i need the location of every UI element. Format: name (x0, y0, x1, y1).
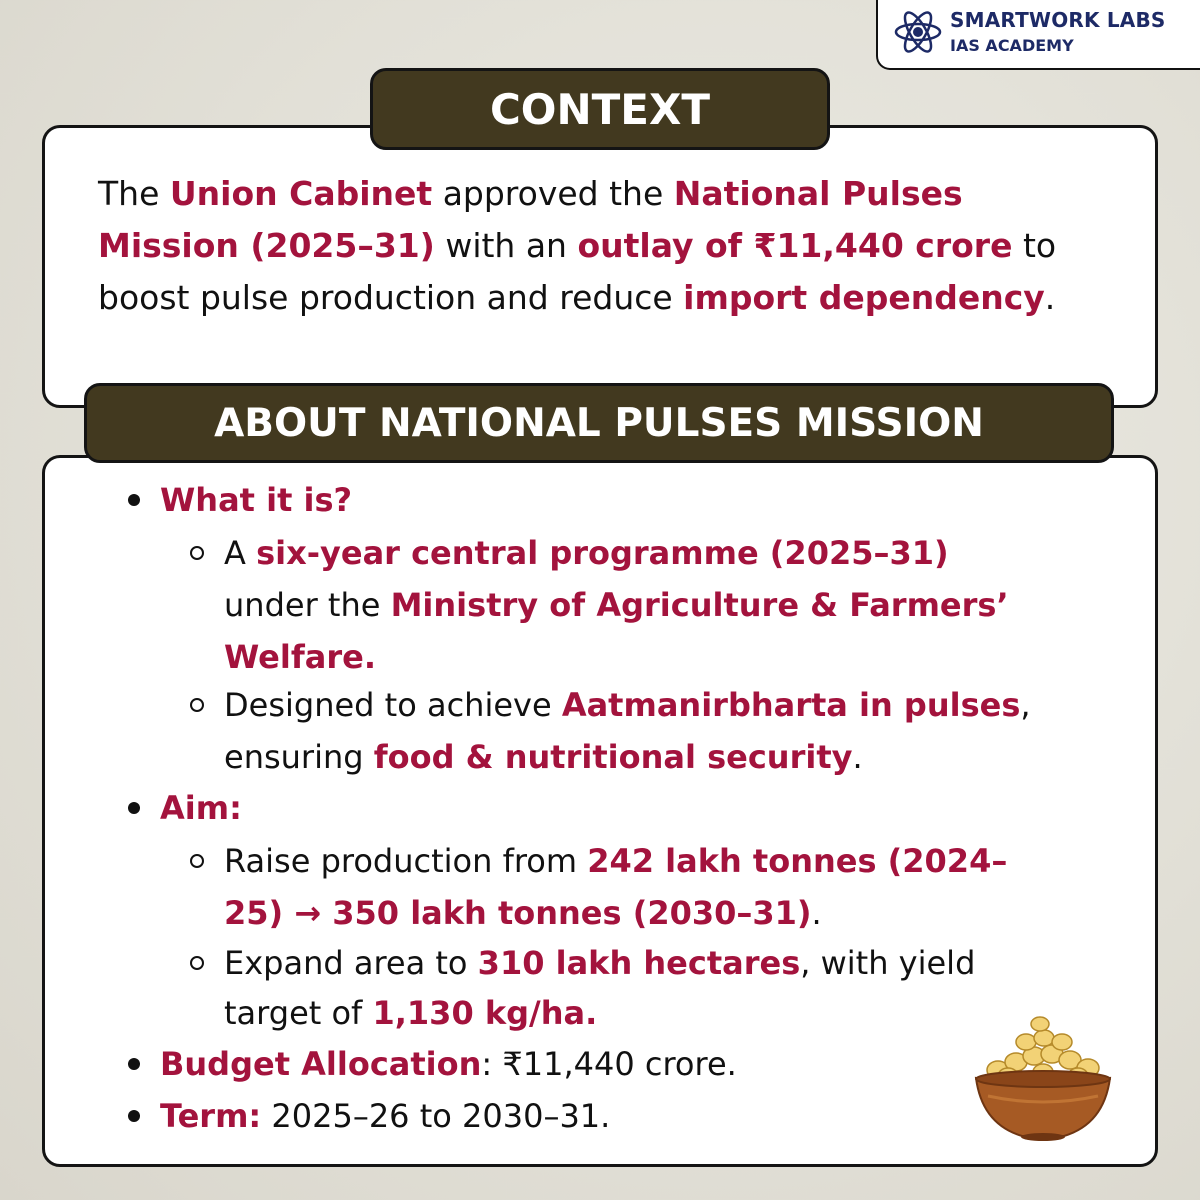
brand-name: SMARTWORK LABS (950, 8, 1166, 32)
bullet-icon (128, 1058, 140, 1070)
list-value: : ₹11,440 crore. (481, 1045, 737, 1083)
sub-bullet-icon (190, 854, 204, 868)
sub-item-text: Designed to achieve (224, 686, 562, 724)
bowl-of-pulses-icon (968, 1012, 1118, 1142)
bullet-icon (128, 802, 140, 814)
sub-item-line (224, 527, 949, 579)
sub-item-highlight: 242 lakh tonnes (2024– (587, 842, 1008, 880)
context-text: to boost pulse production and reduce (98, 226, 1057, 317)
sub-item-line (224, 731, 863, 783)
sub-item-highlight: six-year central programme (2025–31) (256, 534, 949, 572)
context-text: approved the (432, 174, 674, 213)
list-label: Term: (160, 1097, 262, 1135)
sub-item-text: . (852, 738, 863, 776)
sub-item-line (224, 579, 1009, 631)
sub-item-line (224, 631, 376, 683)
context-highlight: Union Cabinet (169, 174, 433, 213)
sub-item-text: , with yield (800, 944, 976, 982)
sub-item-text: . (811, 894, 822, 932)
sub-item-line (224, 987, 597, 1039)
list-item-what (160, 474, 352, 526)
bullet-icon (128, 494, 140, 506)
sub-bullet-icon (190, 956, 204, 970)
sub-item-highlight: 1,130 kg/ha. (372, 994, 598, 1032)
list-item-aim (160, 782, 242, 834)
context-highlight: National Pulses Mission (2025–31) (98, 174, 963, 265)
context-heading: CONTEXT (370, 68, 830, 150)
sub-item-highlight: 25) → 350 lakh tonnes (2030–31) (224, 894, 812, 932)
sub-item-highlight: Welfare. (224, 638, 376, 676)
sub-item-line (224, 679, 1031, 731)
sub-bullet-icon (190, 546, 204, 560)
context-highlight: outlay of ₹11,440 crore (577, 226, 1013, 265)
brand-badge (876, 0, 1200, 70)
sub-item-text: under the (224, 586, 391, 624)
list-label: Aim: (160, 789, 242, 827)
sub-item-text: Expand area to (224, 944, 478, 982)
sub-item-line (224, 887, 822, 939)
list-item-term (160, 1090, 610, 1142)
sub-bullet-icon (190, 698, 204, 712)
sub-item-text: target of (224, 994, 373, 1032)
sub-item-text: , (1020, 686, 1031, 724)
bullet-icon (128, 1110, 140, 1122)
sub-item-highlight: 310 lakh hectares (477, 944, 801, 982)
context-paragraph (98, 168, 1088, 324)
sub-item-line (224, 937, 975, 989)
sub-item-highlight: Ministry of Agriculture & Farmers’ (390, 586, 1009, 624)
sub-item-text: ensuring (224, 738, 374, 776)
context-text: . (1044, 278, 1056, 317)
list-label: What it is? (160, 481, 353, 519)
sub-item-highlight: Aatmanirbharta in pulses (561, 686, 1021, 724)
context-text: with an (434, 226, 578, 265)
about-heading: ABOUT NATIONAL PULSES MISSION (84, 383, 1114, 463)
sub-item-line (224, 835, 1007, 887)
list-label: Budget Allocation (160, 1045, 482, 1083)
list-item-budget (160, 1038, 737, 1090)
brand-subtitle: IAS ACADEMY (950, 36, 1074, 55)
sub-item-highlight: food & nutritional security (373, 738, 853, 776)
context-highlight: import dependency (683, 278, 1045, 317)
atom-logo-icon (892, 6, 944, 58)
list-value: 2025–26 to 2030–31. (261, 1097, 611, 1135)
sub-item-text: A (224, 534, 257, 572)
sub-item-text: Raise production from (224, 842, 588, 880)
context-text: The (98, 174, 170, 213)
